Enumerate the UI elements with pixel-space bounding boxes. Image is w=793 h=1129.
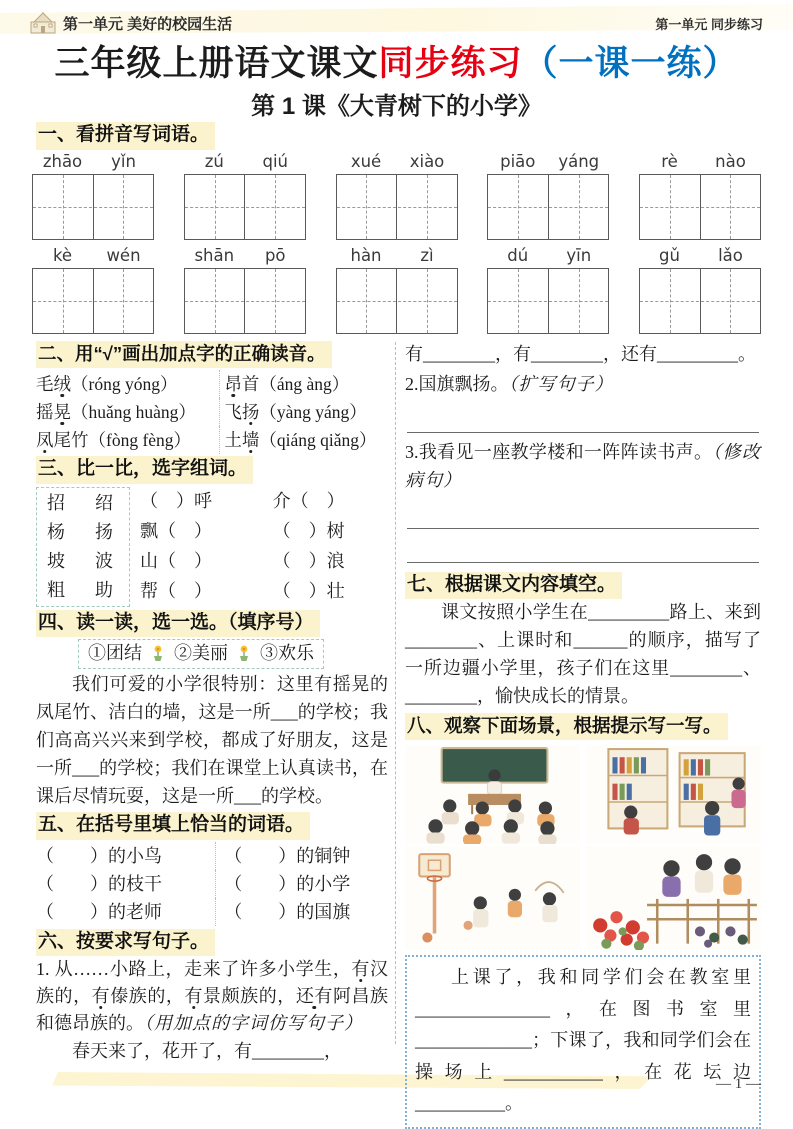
option-3: ③欢乐 (260, 643, 314, 664)
pinyin-syllable: zhāo (42, 152, 83, 171)
fill-blank: （ ）呼 (140, 490, 212, 511)
text: 首（áng àng） (241, 374, 350, 395)
fill-blank: （ ）的国旗 (224, 901, 351, 922)
pinyin-syllable: shān (194, 246, 235, 265)
sentence-3 (405, 439, 761, 495)
dotted-char: 昂 (224, 374, 242, 395)
fill-blank: （ ）的小鸟 (36, 842, 216, 870)
pinyin-group (487, 152, 609, 240)
instruction-note: （修改病句） (405, 441, 762, 490)
section7-heading: 七、根据课文内容填空。 (405, 572, 622, 600)
worksheet-title (0, 36, 793, 86)
pinyin-group (639, 152, 761, 240)
section7-paragraph: 课文按照小学生在_________路上、来到________、上课时和______的顺序，描写了一所边疆小学里，孩子们在这里________、________，愉快成长的情景。 (405, 602, 761, 706)
title-black: 三年级上册语文课文 (54, 44, 379, 83)
char-pair: 粗 助 (47, 579, 119, 600)
text: 毛 (36, 374, 54, 395)
fill-blank: （ ）树 (272, 520, 345, 541)
pinyin-group (32, 152, 154, 240)
writing-prompt-box (405, 955, 761, 1129)
pinyin-row-2 (32, 246, 761, 334)
pinyin-syllable: pō (264, 246, 286, 265)
section3-heading: 三、比一比，选字组词。 (36, 456, 253, 484)
page-header (30, 12, 763, 34)
pinyin-syllable: zú (204, 152, 224, 171)
unit-label-left: 第一单元 美好的校园生活 (63, 15, 233, 33)
instruction-note: （扩写句子） (508, 373, 614, 394)
char-pair: 招 绍 (47, 492, 119, 513)
answer-line (407, 537, 759, 563)
text: 傣族的， (110, 986, 185, 1007)
writing-grid (32, 174, 154, 240)
pinyin-syllable: xué (350, 152, 382, 171)
flower-icon (237, 645, 251, 662)
dotted-char: 有 (351, 959, 371, 980)
text: 飞 (224, 402, 242, 423)
pinyin-group (336, 152, 458, 240)
text: 尾竹（fòng fèng） (53, 430, 192, 451)
pinyin-syllable: piāo (500, 152, 536, 171)
column-divider (395, 342, 396, 1044)
writing-grid (184, 268, 306, 334)
writing-grid (336, 268, 458, 334)
section3-exercise (36, 487, 388, 607)
fill-blank: （ ）的小学 (224, 873, 351, 894)
section6-sentence (36, 956, 388, 1037)
classroom-scene-illustration (405, 745, 580, 845)
text: 3.我看见一座教学楼和一阵阵读书声。 (405, 441, 713, 462)
pinyin-row-1 (32, 152, 761, 240)
fill-blank: 帮（ ） (140, 580, 212, 601)
fill-blank: （ ）的枝干 (36, 870, 216, 898)
dotted-char: 有 (184, 986, 204, 1007)
text: （yàng yáng） (259, 402, 367, 423)
pinyin-syllable: wén (106, 246, 141, 265)
unit-label-right: 第一单元 同步练习 (655, 16, 763, 32)
section6-continuation: 有________，有________，还有_________。 (405, 344, 756, 364)
scene-illustrations (405, 745, 761, 950)
options-box (78, 639, 324, 669)
section6-fill-line: 春天来了，花开了，有________， (72, 1041, 342, 1062)
pinyin-syllable: dú (507, 246, 529, 265)
fill-blank: （ ）浪 (272, 550, 345, 571)
text: 阿昌族和德昂族的。 (36, 986, 389, 1034)
text: （huǎng huàng） (71, 402, 196, 423)
section6-heading: 六、按要求写句子。 (36, 929, 215, 957)
writing-grid (639, 268, 761, 334)
dotted-char: 凤 (36, 430, 54, 451)
fill-blank: （ ）的铜钟 (224, 845, 351, 866)
character-pair-box (36, 487, 130, 607)
text: 景颇族的， (203, 986, 296, 1007)
writing-grid (487, 174, 609, 240)
flower-icon (151, 645, 165, 662)
writing-grid (336, 174, 458, 240)
dotted-char: 绒 (53, 374, 71, 395)
pinyin-syllable: yáng (558, 152, 600, 171)
fill-blank: 山（ ） (140, 550, 212, 571)
pinyin-syllable: hàn (350, 246, 382, 265)
option-1: ①团结 (88, 643, 142, 664)
dotted-char: 墙 (241, 430, 260, 451)
pinyin-syllable: zì (420, 246, 434, 265)
right-column (405, 341, 761, 1129)
playground-scene-illustration (405, 846, 580, 950)
pinyin-group (487, 246, 609, 334)
answer-line (407, 407, 759, 433)
lesson-subtitle: 第 1 课《大青树下的小学》 (251, 93, 542, 120)
dotted-char: 还有 (295, 986, 333, 1007)
flowerbed-scene-illustration (586, 846, 761, 950)
pinyin-syllable: rè (661, 152, 678, 171)
pinyin-syllable: gǔ (659, 246, 680, 265)
pinyin-syllable: xiào (409, 152, 445, 171)
pinyin-syllable: yīn (566, 246, 592, 265)
section5-items (36, 842, 388, 926)
text: （róng yóng） (71, 374, 178, 395)
writing-grid (487, 268, 609, 334)
school-building-icon (30, 12, 56, 34)
title-red: 同步练习 (378, 44, 523, 83)
writing-grid (639, 174, 761, 240)
prompt-text: 上课了，我和同学们会在教室里_______________，在图书室里_____________；下课了，我和同学们会在操场上___________，在花坛边__________。 (415, 967, 751, 1114)
pinyin-group (336, 246, 458, 334)
pinyin-syllable: yǐn (111, 152, 136, 171)
sentence-2 (405, 371, 761, 399)
writing-grid (184, 174, 306, 240)
pinyin-group (639, 246, 761, 334)
pinyin-group (184, 152, 306, 240)
text: 土 (224, 430, 242, 451)
text: 汉族的， (36, 959, 389, 1007)
page-number: — 1 — (716, 1076, 761, 1092)
dotted-char: 有 (91, 986, 111, 1007)
pinyin-syllable: nào (715, 152, 746, 171)
char-pair: 杨 扬 (47, 521, 119, 542)
section8-heading: 八、观察下面场景，根据提示写一写。 (405, 713, 728, 740)
text: （qiáng qiǎng） (259, 430, 377, 451)
pinyin-syllable: lǎo (718, 246, 743, 265)
library-scene-illustration (586, 745, 761, 845)
fill-blank: （ ）壮 (272, 580, 345, 601)
fill-blank: （ ）的老师 (36, 898, 216, 926)
section4-paragraph: 我们可爱的小学很特别：这里有摇晃的凤尾竹、洁白的墙，这是一所___的学校；我们高高兴兴来到学校，都成了好朋友，这是一所___的学校；我们在课堂上认真读书，在课后尽情玩耍，这是一所___的学校。 (36, 674, 388, 806)
char-pair: 坡 波 (47, 550, 119, 571)
answer-line (407, 503, 759, 529)
section2-items (36, 370, 388, 454)
pinyin-group (32, 246, 154, 334)
option-2: ②美丽 (174, 643, 228, 664)
section1-heading: 一、看拼音写词语。 (36, 122, 215, 150)
pinyin-syllable: kè (52, 246, 73, 265)
fill-blank: 介（ ） (272, 490, 345, 511)
section5-heading: 五、在括号里填上恰当的词语。 (36, 812, 310, 840)
title-blue: （一课一练） (522, 44, 739, 83)
text: 2.国旗飘扬。 (405, 373, 509, 394)
dotted-char: 扬 (241, 402, 260, 423)
pinyin-syllable: qiú (262, 152, 288, 171)
section2-heading: 二、用“√”画出加点字的正确读音。 (36, 341, 332, 368)
left-column (36, 341, 388, 1066)
text: 1. 从……小路上，走来了许多小学生， (36, 959, 352, 980)
fill-blank: 飘（ ） (140, 520, 212, 541)
writing-grid (32, 268, 154, 334)
pinyin-group (184, 246, 306, 334)
dotted-char: 晃 (53, 402, 71, 423)
section4-heading: 四、读一读，选一选。（填序号） (36, 610, 320, 638)
text: 摇 (36, 402, 54, 423)
instruction-note: （用加点的字词仿写句子） (144, 1013, 363, 1034)
